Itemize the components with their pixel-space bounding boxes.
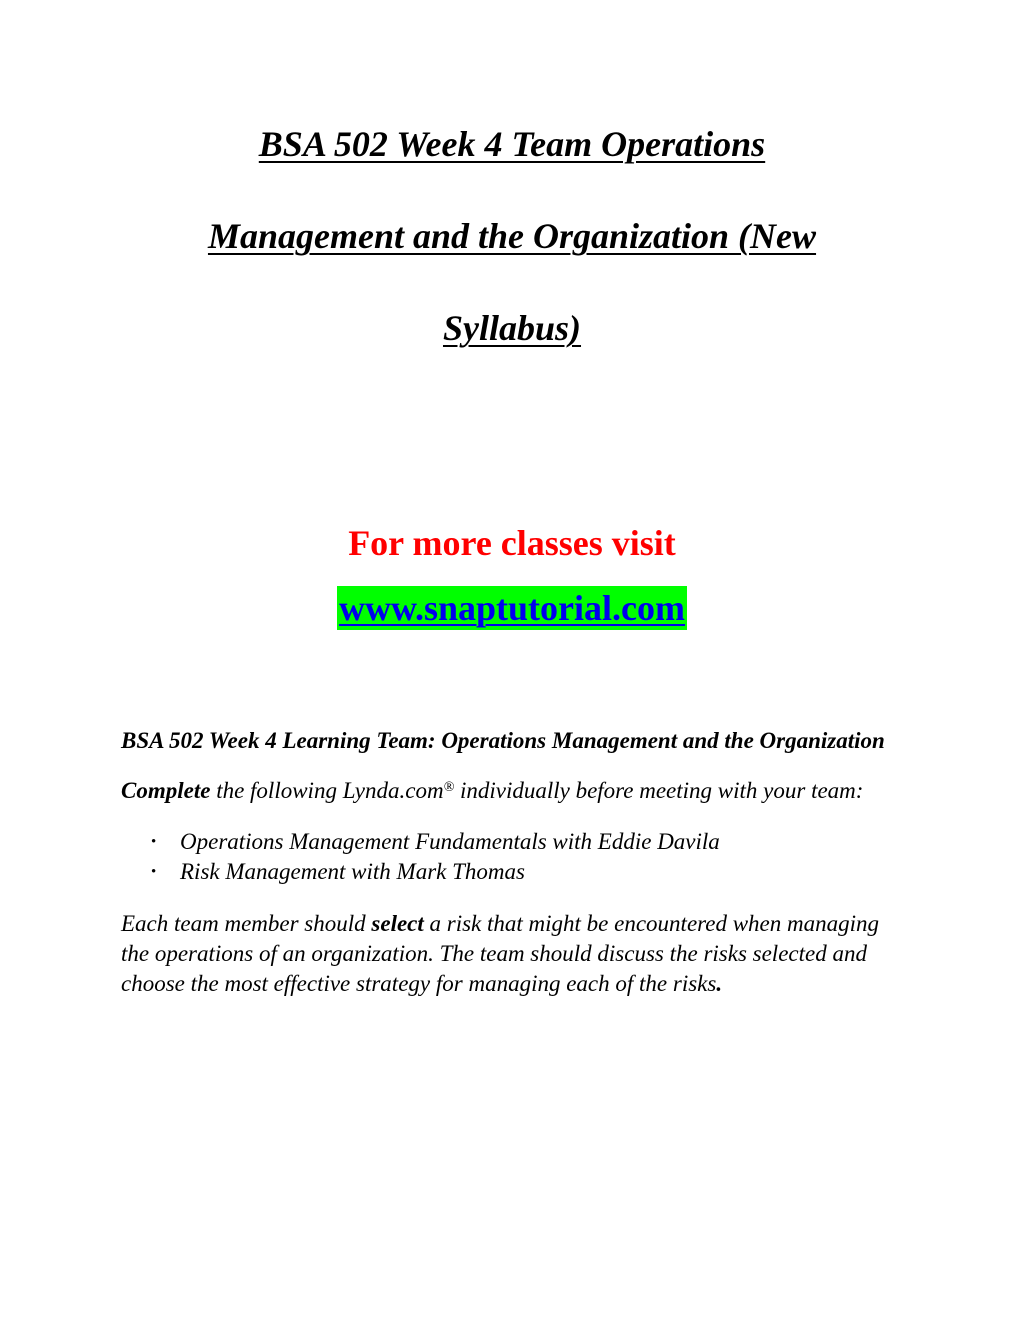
assignment-heading: BSA 502 Week 4 Learning Team: Operations Management and the Organization (121, 728, 885, 753)
closing-paragraph (121, 909, 901, 999)
bullet-icon: • (151, 864, 157, 880)
list-item (151, 857, 901, 887)
intro-paragraph (121, 776, 901, 806)
course-list (121, 827, 901, 887)
assignment-content (121, 726, 901, 999)
closing-period: . (716, 971, 723, 996)
registered-mark: ® (443, 780, 455, 796)
title-line-3: Syllabus) (442, 308, 582, 348)
promo-block (0, 520, 1024, 630)
promo-text: For more classes visit (348, 523, 676, 563)
document-title (0, 118, 1024, 394)
intro-text-1: the following Lynda.com (210, 778, 444, 803)
intro-bold-word: Complete (121, 778, 211, 803)
snaptutorial-link[interactable]: www.snaptutorial.com (338, 588, 685, 628)
title-line-1: BSA 502 Week 4 Team Operations (258, 124, 766, 164)
list-item-text: Operations Management Fundamentals with Eddie Davila (180, 829, 720, 854)
list-item (151, 827, 901, 857)
closing-text-1: Each team member should (121, 911, 372, 936)
list-item-text: Risk Management with Mark Thomas (180, 859, 525, 884)
intro-text-2: individually before meeting with your team: (454, 778, 864, 803)
closing-bold-word: select (371, 911, 424, 936)
closing-text-2: a risk that might be encountered when managing the operations of an organization. The team should discuss the risks selected and choose the most effective strategy for managing each of the risks (121, 911, 880, 996)
title-line-2: Management and the Organization (New (207, 216, 817, 256)
bullet-icon: • (151, 834, 157, 850)
